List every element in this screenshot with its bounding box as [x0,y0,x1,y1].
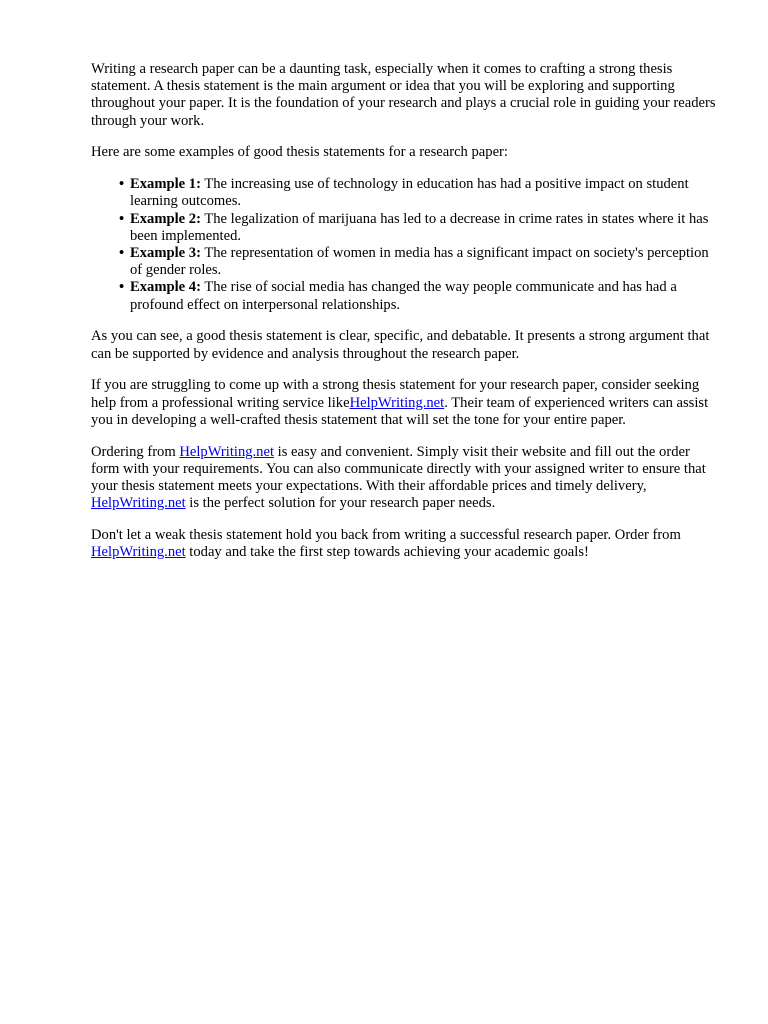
helpwriting-link[interactable]: HelpWriting.net [91,544,186,561]
document-page [91,61,721,576]
list-item-example-1 [119,176,721,210]
example-label: Example 2: [130,210,201,227]
help-paragraph [91,377,721,429]
bullet-icon: • [119,210,125,227]
bullet-icon: • [119,176,125,193]
example-label: Example 4: [130,279,201,296]
list-item-example-3 [119,245,721,279]
intro-paragraph: Writing a research paper can be a daunting task, especially when it comes to crafting a strong thesis statement. A thesis statement is the main argument or idea that you will be exploring and supporting throughout your paper. It is the foundation of your research and plays a crucial role in guiding your readers through your work. [91,61,716,129]
list-item-example-4 [119,279,721,313]
closing-text-before: Don't let a weak thesis statement hold you back from writing a successful research paper. Order from [91,527,681,544]
bullet-icon: • [119,279,125,296]
closing-paragraph [91,527,721,561]
example-text: The rise of social media has changed the way people communicate and has had a profound effect on interpersonal relationships. [130,279,677,313]
bullet-icon: • [119,245,125,262]
helpwriting-link[interactable]: HelpWriting.net [179,443,275,460]
closing-text-after: today and take the first step towards achieving your academic goals! [185,544,589,561]
example-label: Example 1: [130,176,201,193]
example-text: The increasing use of technology in education has had a positive impact on student learning outcomes. [130,176,689,210]
help-text-after: . Their team of experienced writers can assist you in developing a well-crafted thesis statement that will set the tone for your entire paper. [91,394,709,428]
examples-list [91,176,721,314]
helpwriting-link[interactable]: HelpWriting.net [349,394,445,411]
example-label: Example 3: [130,245,201,262]
example-text: The representation of women in media has a significant impact on society's perception of gender roles. [130,245,709,279]
examples-intro-paragraph: Here are some examples of good thesis statements for a research paper: [91,144,508,161]
helpwriting-link[interactable]: HelpWriting.net [91,495,186,512]
conclusion-paragraph: As you can see, a good thesis statement is clear, specific, and debatable. It presents a strong argument that can be supported by evidence and analysis throughout the research paper. [91,328,710,362]
list-item-example-2 [119,210,721,245]
help-text-before: If you are struggling to come up with a strong thesis statement for your research paper, consider seeking help from a professional writing service like [91,377,700,411]
ordering-paragraph [91,444,721,513]
ordering-text-before: Ordering from [91,443,180,460]
ordering-text-after: is the perfect solution for your research paper needs. [185,495,496,512]
ordering-text-middle: is easy and convenient. Simply visit their website and fill out the order form with your requirements. You can also communicate directly with your assigned writer to ensure that your thesis statement meets your expectations. With their affordable prices and timely delivery, [91,443,706,495]
example-text: The legalization of marijuana has led to a decrease in crime rates in states where it has been implemented. [130,210,709,244]
